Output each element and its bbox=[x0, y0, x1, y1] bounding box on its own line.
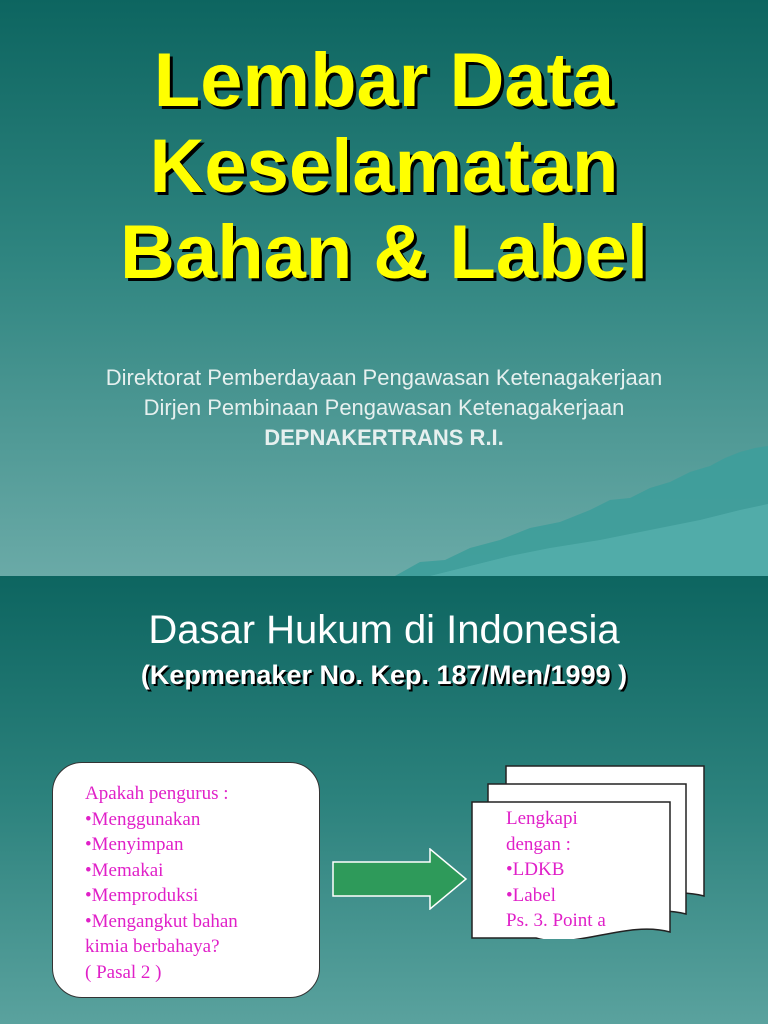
question-line: •Menyimpan bbox=[85, 834, 184, 855]
organization-name: DEPNAKERTRANS R.I. bbox=[264, 425, 504, 450]
slide-heading: Dasar Hukum di Indonesia bbox=[148, 608, 620, 652]
document-line: •LDKB bbox=[506, 859, 565, 880]
title-line-1: Lembar Data bbox=[153, 38, 615, 123]
question-line: kimia berbahaya? bbox=[85, 936, 220, 957]
subtitle-line-2: Dirjen Pembinaan Pengawasan Ketenagakerjaan bbox=[143, 395, 625, 420]
question-line: •Memakai bbox=[85, 859, 164, 881]
document-line: •Label bbox=[506, 884, 556, 906]
document-line: Lengkapi bbox=[506, 808, 578, 829]
question-line: •Menggunakan bbox=[85, 808, 201, 830]
legal-basis-slide bbox=[0, 576, 768, 1024]
document-line: Ps. 3. Point a bbox=[506, 910, 606, 931]
title-line-2: Keselamatan bbox=[149, 124, 619, 209]
question-line: •Mengangkut bahan bbox=[85, 910, 238, 932]
document-text bbox=[506, 806, 606, 934]
question-box bbox=[52, 762, 320, 998]
subtitle-line-1: Direktorat Pemberdayaan Pengawasan Ketenagakerjaan bbox=[105, 365, 663, 390]
question-line: Apakah pengurus : bbox=[85, 783, 229, 804]
title-line-3: Bahan & Label bbox=[120, 210, 648, 295]
document-line: dengan : bbox=[506, 833, 571, 855]
question-line: ( Pasal 2 ) bbox=[85, 961, 162, 983]
slide-title bbox=[0, 38, 768, 296]
subtitle-block bbox=[0, 363, 768, 453]
slide-subheading: (Kepmenaker No. Kep. 187/Men/1999 ) bbox=[140, 660, 628, 690]
right-arrow-icon bbox=[332, 848, 468, 910]
question-line: •Memproduksi bbox=[85, 885, 199, 906]
